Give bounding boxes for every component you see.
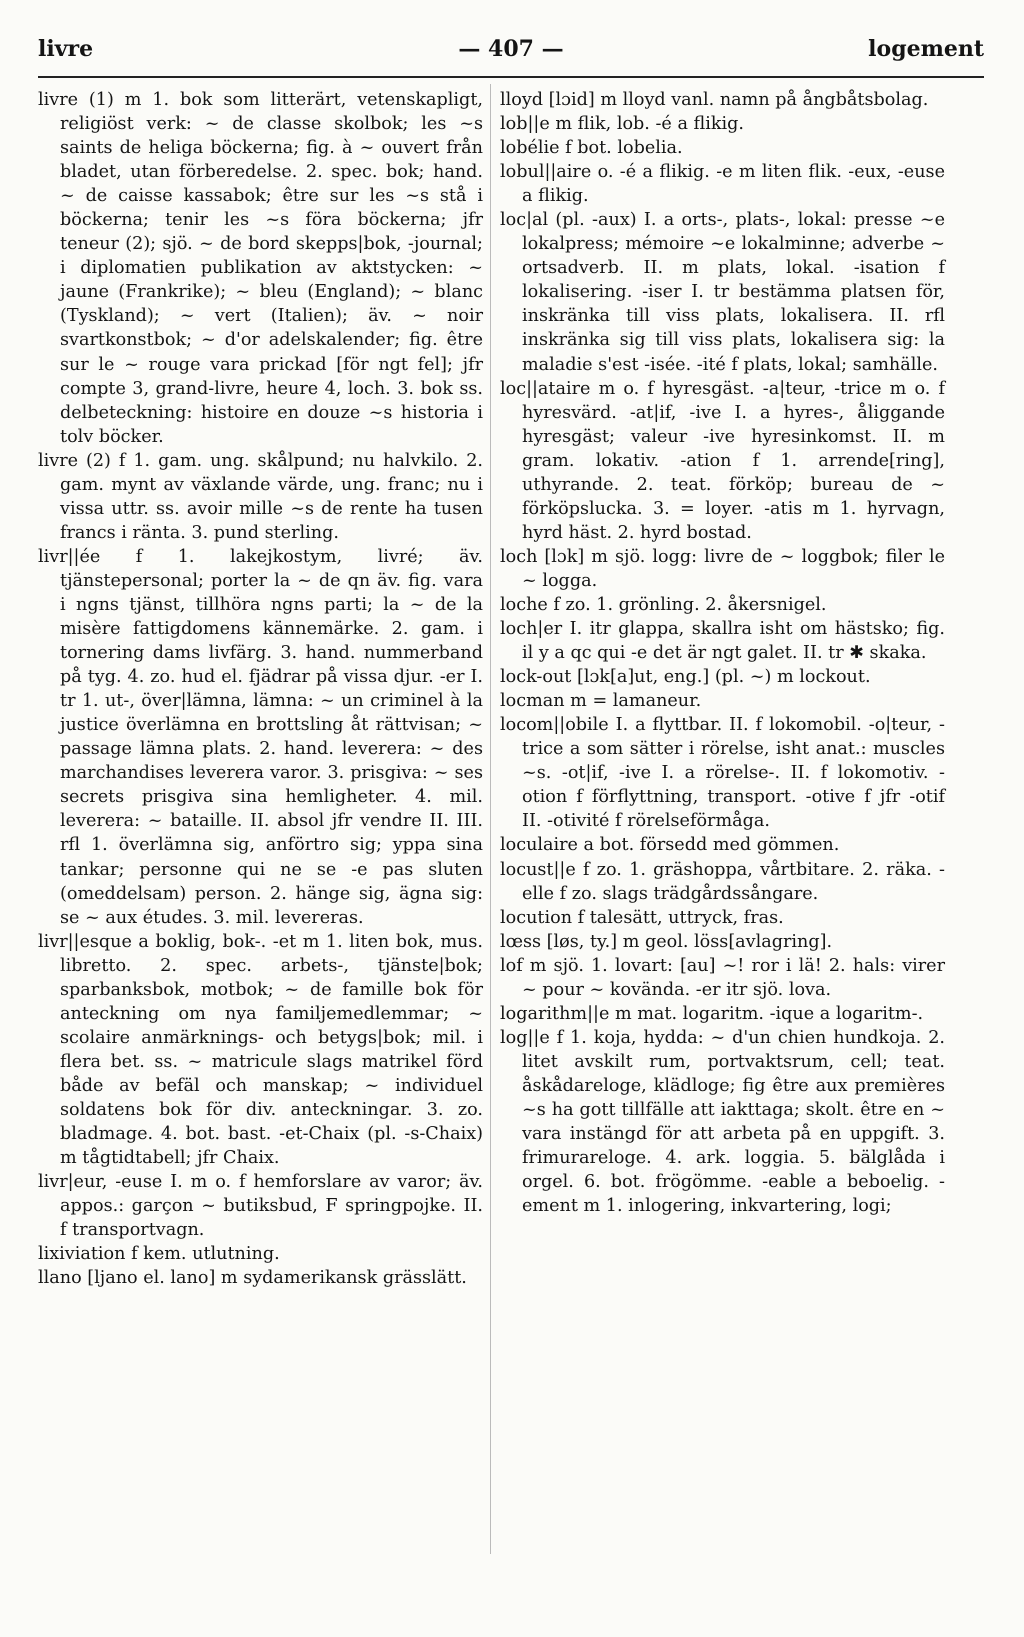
- right-running-headword: logement: [868, 36, 984, 62]
- entry-lobulaire: lobul||aire o. -é a flikig. -e m liten flik. -eux, -euse a flikig.: [500, 162, 945, 207]
- entry-lof: lof m sjö. 1. lovart: [au] ~! ror i lä! 2. hals: virer ~ pour ~ kovända. -er itr sjö. lova.: [500, 955, 945, 1000]
- entry-livreur: livr|eur, -euse I. m o. f hemforslare av varor; äv. appos.: garçon ~ butiksbud, F springpojke. II. f transportvagn.: [38, 1172, 483, 1241]
- entry-logarithme: logarithm||e m mat. logaritm. -ique a logaritm-.: [500, 1003, 924, 1024]
- entry-loche: loche f zo. 1. grönling. 2. åkersnigel.: [500, 594, 827, 615]
- entry-local: loc|al (pl. -aux) I. a orts-, plats-, lokal: presse ~e lokalpress; mémoire ~e lokalminne; adverbe ~ ortsadverb. II. m plats, lokal. -isation f lokalisering. -iser I. tr bestämma platsen för, inskränka till viss plats, lokalisera. II. rfl inskränka sig till viss plats, lokalisera sig: la maladie s'est -isée. -ité f plats, lokal; samhälle.: [500, 210, 945, 375]
- entry-lobelie: lobélie f bot. lobelia.: [500, 138, 683, 159]
- entry-locman: locman m = lamaneur.: [500, 691, 702, 712]
- entry-locomobile: locom||obile I. a flyttbar. II. f lokomobil. -o|teur, -trice a som sätter i rörelse, isht anat.: muscles ~s. -ot|if, -ive I. a rörelse-. II. f lokomotiv. -otion f förflyttning, transport. -otive f jfr -otif II. -otivité f rörelseförmåga.: [500, 715, 945, 832]
- entry-loess: lœss [løs, ty.] m geol. löss[avlagring].: [500, 931, 833, 952]
- entry-loculaire: loculaire a bot. försedd med gömmen.: [500, 835, 840, 856]
- column-divider: [490, 84, 491, 1554]
- entry-lixiviation: lixiviation f kem. utlutning.: [38, 1244, 280, 1265]
- left-column: [38, 88, 483, 1290]
- entry-loch: loch [lɔk] m sjö. logg: livre de ~ loggbok; filer le ~ logga.: [500, 546, 945, 591]
- entry-livre-2: livre (2) f 1. gam. ung. skålpund; nu halvkilo. 2. gam. mynt av växlande värde, ung. franc; nu i vissa uttr. ss. avoir mille ~s de rente ha tusen francs i ränta. 3. pund sterling.: [38, 450, 483, 543]
- entry-locuste: locust||e f zo. 1. gräshoppa, vårtbitare. 2. räka. -elle f zo. slags trädgårdssångare.: [500, 859, 945, 904]
- right-column: [500, 88, 945, 1218]
- entry-lobe: lob||e m flik, lob. -é a flikig.: [500, 114, 745, 135]
- entry-lock-out: lock-out [lɔk[a]ut, eng.] (pl. ~) m lockout.: [500, 667, 871, 688]
- entry-loge: log||e f 1. koja, hydda: ~ d'un chien hundkoja. 2. litet avskilt rum, portvaktsrum, cell; teat. åskådareloge, klädloge; fig être aux premières ~s ha gott tillfälle att iakttaga; skolt. être en ~ vara instängd för att arbeta på en uppgift. 3. frimurareloge. 4. ark. loggia. 5. bälglåda i orgel. 6. bot. frögömme. -eable a beboelig. -ement m 1. inlogering, inkvartering, logi;: [500, 1027, 945, 1217]
- entry-locataire: loc||ataire m o. f hyresgäst. -a|teur, -trice m o. f hyresvärd. -at|if, -ive I. a hyres-, åliggande hyresgäst; valeur -ive hyresinkomst. II. m gram. lokativ. -ation f 1. arrende[ring], uthyrande. 2. teat. förköp; bureau de ~ förköpslucka. 3. = loyer. -atis m 1. hyrvagn, hyrd häst. 2. hyrd bostad.: [500, 378, 945, 543]
- entry-livre-1: livre (1) m 1. bok som litterärt, vetenskapligt, religiöst verk: ~ de classe skolbok; les ~s saints de heliga böckerna; fig. à ~ ouvert från bladet, utan förberedelse. 2. spec. bok; hand. ~ de caisse kassabok; être sur les ~s stå i böckerna; tenir les ~s föra böckerna; jfr teneur (2); sjö. ~ de bord skepps|bok, -journal; i diplomatien publikation av aktstycken: ~ jaune (Frankrike); ~ bleu (England); ~ blanc (Tyskland); ~ vert (Italien); äv. ~ noir svartkonstbok; ~ d'or adelskalender; fig. être sur le ~ rouge vara prickad [för ngt fel]; jfr compte 3, grand-livre, heure 4, loch. 3. bok ss. delbeteckning: histoire en douze ~s historia i tolv böcker.: [38, 90, 483, 447]
- entry-livree: livr||ée f 1. lakejkostym, livré; äv. tjänstepersonal; porter la ~ de qn äv. fig. vara i ngns tjänst, tillhöra ngns parti; la ~ de la misère fattigdomens kännemärke. 2. gam. i tornering dams livfärg. 3. hand. nummerband på tyg. 4. zo. hud el. fjädrar på vissa djur. -er I. tr 1. ut-, över|lämna, lämna: ~ un criminel à la justice överlämna en brottsling åt rättvisan; ~ passage lämna plats. 2. hand. leverera: ~ des marchandises leverera varor. 3. prisgiva: ~ ses secrets prisgiva sina hemligheter. 4. mil. leverera: ~ bataille. II. absol jfr vendre II. III. rfl 1. överlämna sig, anförtro sig; yppa sina tankar; personne qui ne se -e pas sluten (omeddelsam) person. 2. hänge sig, ägna sig: se ~ aux études. 3. mil. levereras.: [38, 546, 483, 928]
- entry-locher: loch|er I. itr glappa, skallra isht om hästsko; fig. il y a qc qui -e det är ngt galet. II. tr ✱ skaka.: [500, 619, 945, 664]
- entry-llano: llano [ljano el. lano] m sydamerikansk grässlätt.: [38, 1268, 467, 1289]
- page-number: — 407 —: [458, 36, 564, 62]
- entry-livresque: livr||esque a boklig, bok-. -et m 1. liten bok, mus. libretto. 2. spec. arbets-, tjänste|bok; sparbanksbok, motbok; ~ de famille bok för anteckning om nya familjemedlemmar; ~ scolaire anmärknings- och betygs|bok; mil. i flera bet. ss. ~ matricule slags matrikel förd både av befäl och manskap; ~ individuel soldatens bok för div. anteckningar. 3. zo. bladmage. 4. bot. bast. -et-Chaix (pl. -s-Chaix) m tågtidtabell; jfr Chaix.: [38, 931, 483, 1169]
- left-running-headword: livre: [38, 36, 94, 62]
- entry-lloyd: lloyd [lɔid] m lloyd vanl. namn på ångbåtsbolag.: [500, 90, 929, 110]
- entry-locution: locution f talesätt, uttryck, fras.: [500, 907, 784, 928]
- page-header: [38, 36, 984, 70]
- header-rule: [38, 76, 984, 78]
